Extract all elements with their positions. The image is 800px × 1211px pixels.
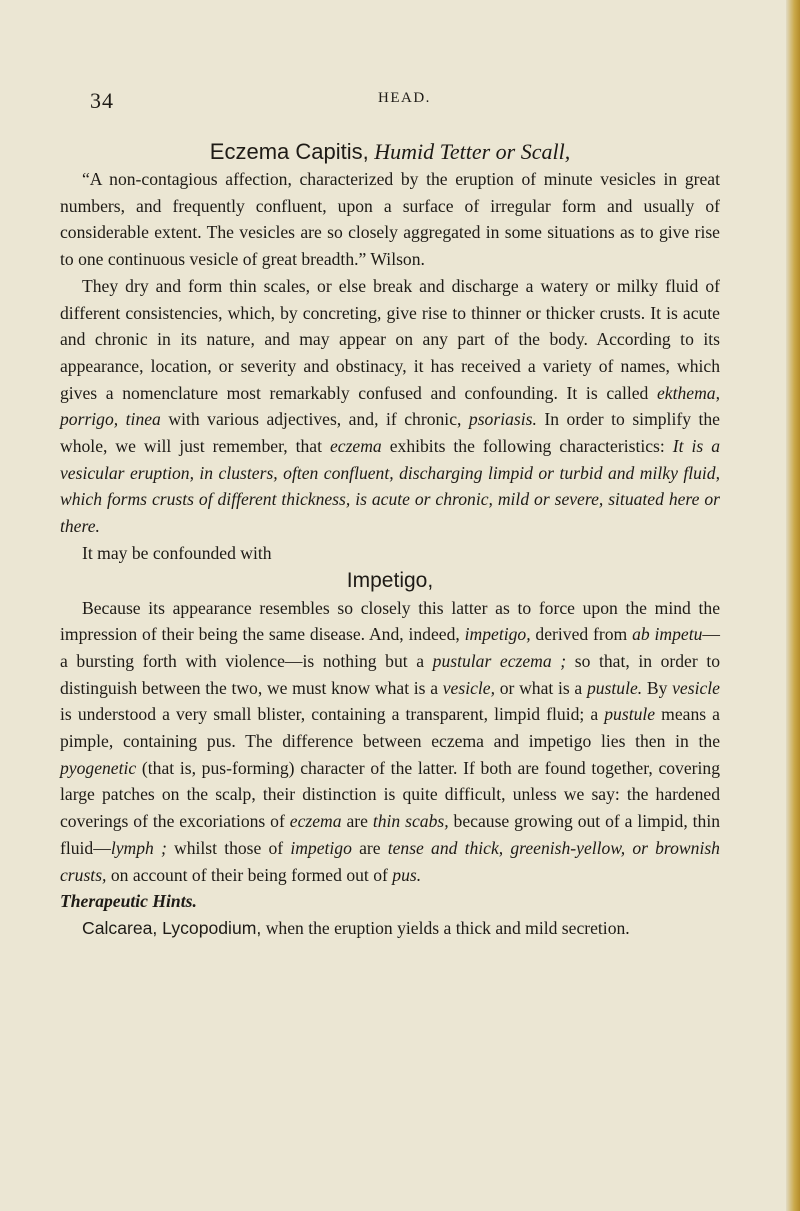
therapeutic-hints-heading: Therapeutic Hints. [60, 891, 197, 912]
paragraph-wilson-quote: “A non-contagious affection, characterized by the eruption of minute vesicles in great numbers, and frequently confluent, upon a surface of irregular form and usually of considerable extent. The vesicles are so closely aggregated in some situations as to give rise to one continuous vesicle of great breadth.” Wilson. [60, 169, 720, 270]
page-number: 34 [90, 88, 114, 113]
remedies: Calcarea, Lycopodium, [82, 917, 262, 938]
section-title [60, 138, 720, 166]
subheading-impetigo: Impetigo, [346, 568, 434, 592]
paragraph-description: They dry and form thin scales, or else break and discharge a watery or milky fluid of different consistencies, which, by concreting, give rise to thinner or thicker crusts. It is acute and chronic in its nature, and may appear on any part of the body. According to its appearance, location, or severity and obstinacy, it has received a variety of names, which gives a nomenclature most remarkably confused and confounding. It is called ekthema, porrigo, tinea with various adjectives, and, if chronic, psoriasis. In order to simplify the whole, we will just remember, that eczema exhibits the following characteristics: It is a vesicular eruption, in clusters, often confluent, discharging limpid or turbid and milky fluid, which forms crusts of different thickness, is acute or chronic, mild or severe, situated here or there. [60, 275, 720, 537]
paragraph-impetigo: Because its appearance resembles so closely this latter as to force upon the mind the impression of their being the same disease. And, indeed, impetigo, derived from ab impetu—a bursting forth with violence—is nothing but a pustular eczema ; so that, in order to distinguish between the two, we must know what is a vesicle, or what is a pustule. By vesicle is understood a very small blister, containing a transparent, limpid fluid; a pustule means a pimple, containing pus. The difference between eczema and impetigo lies then in the pyogenetic (that is, pus-forming) character of the latter. If both are found together, covering large patches on the scalp, their distinction is quite difficult, unless we say: the hardened coverings of the excoriations of eczema are thin scabs, because growing out of a limpid, thin fluid—lymph ; whilst those of impetigo are tense and thick, greenish-yellow, or brownish crusts, on account of their being formed out of pus. [60, 597, 721, 885]
page-header [90, 88, 710, 112]
paragraph-therapeutic-hints: Calcarea, Lycopodium, when the eruption yields a thick and mild secretion. [82, 917, 630, 938]
section-title-name: Eczema Capitis, [209, 139, 369, 164]
paragraph-confounded: It may be confounded with [82, 542, 272, 563]
running-head: HEAD. [378, 90, 431, 106]
page-edge [786, 0, 800, 1211]
section-title-alt-names: Humid Tetter or Scall, [374, 139, 571, 164]
page-body [60, 138, 720, 942]
